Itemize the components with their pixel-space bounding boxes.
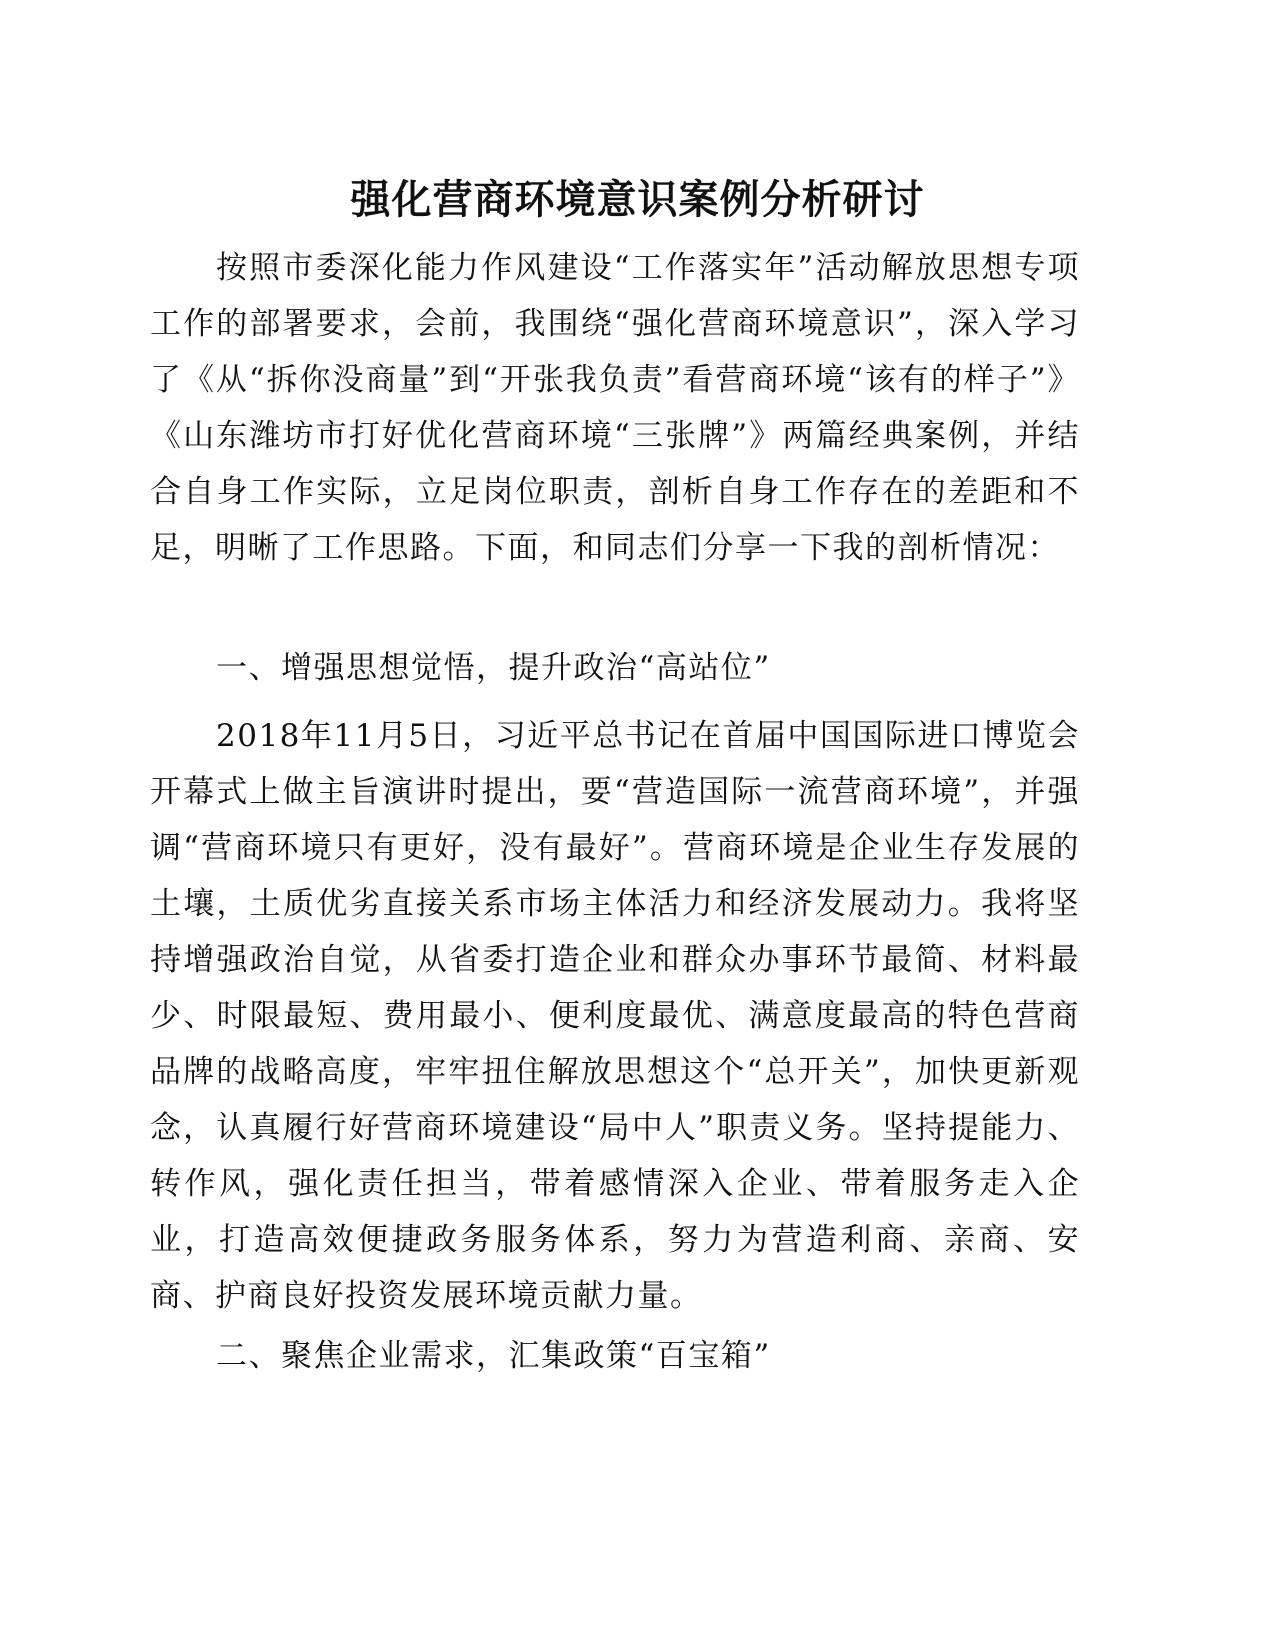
section-1-body-paragraph: 2018年11月5日，习近平总书记在首届中国国际进口博览会开幕式上做主旨演讲时提出，要“营造国际一流营商环境”，并强调“营商环境只有更好，没有最好”。营商环境是企业生存发展的土壤，土质优劣直接关系市场主体活力和经济发展动力。我将坚持增强政治自觉，从省委打造企业和群众办事环节最简、材料最少、时限最短、费用最小、便利度最优、满意度最高的特色营商品牌的战略高度，牢牢扭住解放思想这个“总开关”，加快更新观念，认真履行好营商环境建设“局中人”职责义务。坚持提能力、转作风，强化责任担当，带着感情深入企业、带着服务走入企业，打造高效便捷政务服务体系，努力为营造利商、亲商、安商、护商良好投资发展环境贡献力量。 (150, 718, 1080, 1314)
intro-paragraph: 按照市委深化能力作风建设“工作落实年”活动解放思想专项工作的部署要求，会前，我围绕“强化营商环境意识”，深入学习了《从“拆你没商量”到“开张我负责”看营商环境“该有的样子”》《山东潍坊市打好优化营商环境“三张牌”》两篇经典案例，并结合自身工作实际，立足岗位职责，剖析自身工作存在的差距和不足，明晰了工作思路。下面，和同志们分享一下我的剖析情况： (150, 250, 1080, 566)
document-title: 强化营商环境意识案例分析研讨 (350, 177, 925, 223)
section-heading-1: 一、增强思想觉悟，提升政治“高站位” (216, 650, 771, 686)
section-heading-2: 二、聚焦企业需求，汇集政策“百宝箱” (216, 1338, 771, 1374)
